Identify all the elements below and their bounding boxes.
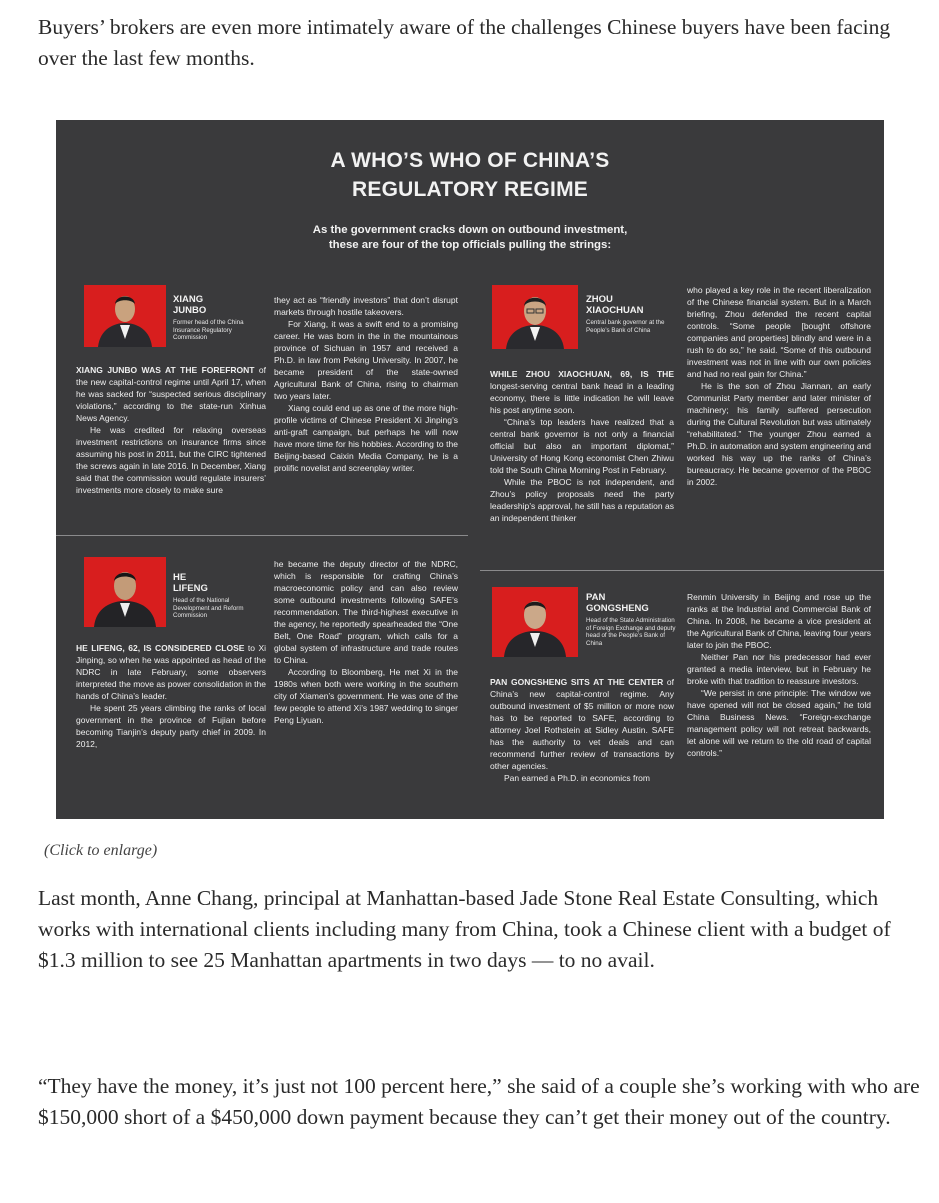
portrait-photo: [492, 285, 578, 349]
portrait-photo: [492, 587, 578, 657]
person-silhouette-icon: [84, 557, 166, 627]
portrait-photo: [84, 557, 166, 627]
official-bio-column-2: who played a key role in the recent liberalization of the Chinese financial system. But in a March briefing, Zhou defended the recent capital controls. “Some people [bought offshore companies and properties] blindly and were in a rush to do so,” he said. “Some of this outbound investment was not in line with our own policies and had no real gain for China.” He is the son of Zhou Jiannan, an early Communist Party member and later minister of machinery; his family suffered persecution during the Cultural Revolution but was ultimately “rehabilitated.” The younger Zhou earned a Ph.D. in automation and system engineering and worked his way up the ranks of China’s bureaucracy. He became governor of the PBOC in 2002.: [687, 285, 871, 487]
regulatory-regime-infographic[interactable]: [56, 120, 884, 819]
official-title: Central bank governor at the People’s Bank of China: [586, 319, 665, 334]
click-to-enlarge-caption[interactable]: (Click to enlarge): [44, 842, 158, 859]
official-bio-column-1: HE LIFENG, 62, IS CONSIDERED CLOSE to Xi Jinping, so when he was appointed as head of the NDRC in late February, some observers interpreted the move as power consolidation in the hands of China’s leader. He spent 25 years climbing the ranks of local government in the province of Fujian before becoming Tianjin’s deputy party chief in 2009. In 2012,: [76, 643, 266, 749]
official-bio-column-1: WHILE ZHOU XIAOCHUAN, 69, IS THE longest-serving central bank head in a leading economy, there is little indication he will leave his post anytime soon. “China’s top leaders have realized that a central bank governor is not only a financial official but also an important diplomat,” University of Hong Kong economist Chen Zhiwu told the South China Morning Post in February. While the PBOC is not independent, and Zhou’s policy proposals need the party leadership’s approval, he still has a reputation as an independent thinker: [490, 369, 674, 523]
official-title: Former head of the China Insurance Regulatory Commission: [173, 319, 244, 341]
divider-left: [56, 535, 468, 536]
official-name: ZHOU XIAOCHUAN: [586, 294, 644, 316]
official-name: PAN GONGSHENG: [586, 592, 649, 614]
official-bio-column-2: they act as “friendly investors” that don’t disrupt markets through hostile takeovers. For Xiang, it was a swift end to a promising career. He was born in the in the mountainous province of Sichuan in 1957 and received a Ph.D. in law from Peking University. In 2007, he became president of the state-owned Agricultural Bank of China, rising to chairman two years later. Xiang could end up as one of the more high-profile victims of Chinese President Xi Jinping’s anti-graft campaign, but perhaps he will now have more time for his hobbies. According to the Beijing-based Caixin Media Company, he is a prolific novelist and screenplay writer.: [274, 295, 458, 473]
portrait-photo: [84, 285, 166, 347]
person-silhouette-icon: [492, 285, 578, 349]
official-title: Head of the National Development and Reform Commission: [173, 597, 244, 619]
person-silhouette-icon: [84, 285, 166, 347]
official-name: XIANG JUNBO: [173, 294, 207, 316]
official-title: Head of the State Administration of Foreign Exchange and deputy head of the People’s Bank of China: [586, 617, 676, 647]
person-silhouette-icon: [492, 587, 578, 657]
official-bio-column-2: he became the deputy director of the NDRC, which is responsible for crafting China’s macroeconomic policy and can also review some outbound investments following SAFE’s recommendation. The third-highest executive in the agency, he reportedly spearheaded the “One Belt, One Road” program, which calls for a global system of infrastructure and trade routes to China. According to Bloomberg, He met Xi in the 1980s when both were working in the southern city of Xiamen’s government. He was one of the few people to attend Xi’s 1987 wedding to singer Peng Liyuan.: [274, 559, 458, 725]
official-bio-column-1: XIANG JUNBO WAS AT THE FOREFRONT of the new capital-control regime until April 17, when he was sacked for “suspected serious disciplinary violations,” according to the state-run Xinhua News Agency. He was credited for relaxing overseas investment restrictions on insurance firms since assuming his post in 2011, but the CIRC tightened the screws again in late 2016. In December, Xiang said that the commission would regulate insurers’ investments more closely to make sure: [76, 365, 266, 495]
official-bio-column-1: PAN GONGSHENG SITS AT THE CENTER of China’s new capital-control regime. Any outbound investment of $5 million or more now has to be reported to SAFE, according to attorney Joel Rothstein at Sidley Austin. SAFE has the authority to vet deals and can recommend further review of transactions by other agencies. Pan earned a Ph.D. in economics from: [490, 677, 675, 783]
intro-paragraph: Buyers’ brokers are even more intimately aware of the challenges Chinese buyers have been facing over the last few months.: [38, 15, 891, 70]
body-paragraph-2: “They have the money, it’s just not 100 percent here,” she said of a couple she’s working with who are $150,000 short of a $450,000 down payment because they can’t get their money out of the country.: [38, 1074, 920, 1129]
divider-right: [480, 570, 884, 571]
infographic-subtitle: As the government cracks down on outbound investment, these are four of the top officials pulling the strings:: [312, 224, 628, 251]
body-paragraph-1: Last month, Anne Chang, principal at Manhattan-based Jade Stone Real Estate Consulting, which works with international clients including many from China, took a Chinese client with a budget of $1.3 million to see 25 Manhattan apartments in two days — to no avail.: [38, 886, 891, 972]
official-name: HE LIFENG: [173, 572, 208, 594]
official-bio-column-2: Renmin University in Beijing and rose up the ranks at the Industrial and Commercial Bank of China. In 2008, he became a vice president at the Agricultural Bank of China, leaving four years later to join the PBOC. Neither Pan nor his predecessor had ever granted a media interview, but in February he broke with that tradition to reassure investors. “We persist in one principle: The window we have opened will not be closed again,” he told China Business News. “Foreign-exchange management policy will not retreat backwards, let alone will we return to the old road of capital controls.”: [687, 592, 871, 758]
infographic-title: A WHO’S WHO OF CHINA’S REGULATORY REGIME: [330, 149, 610, 201]
